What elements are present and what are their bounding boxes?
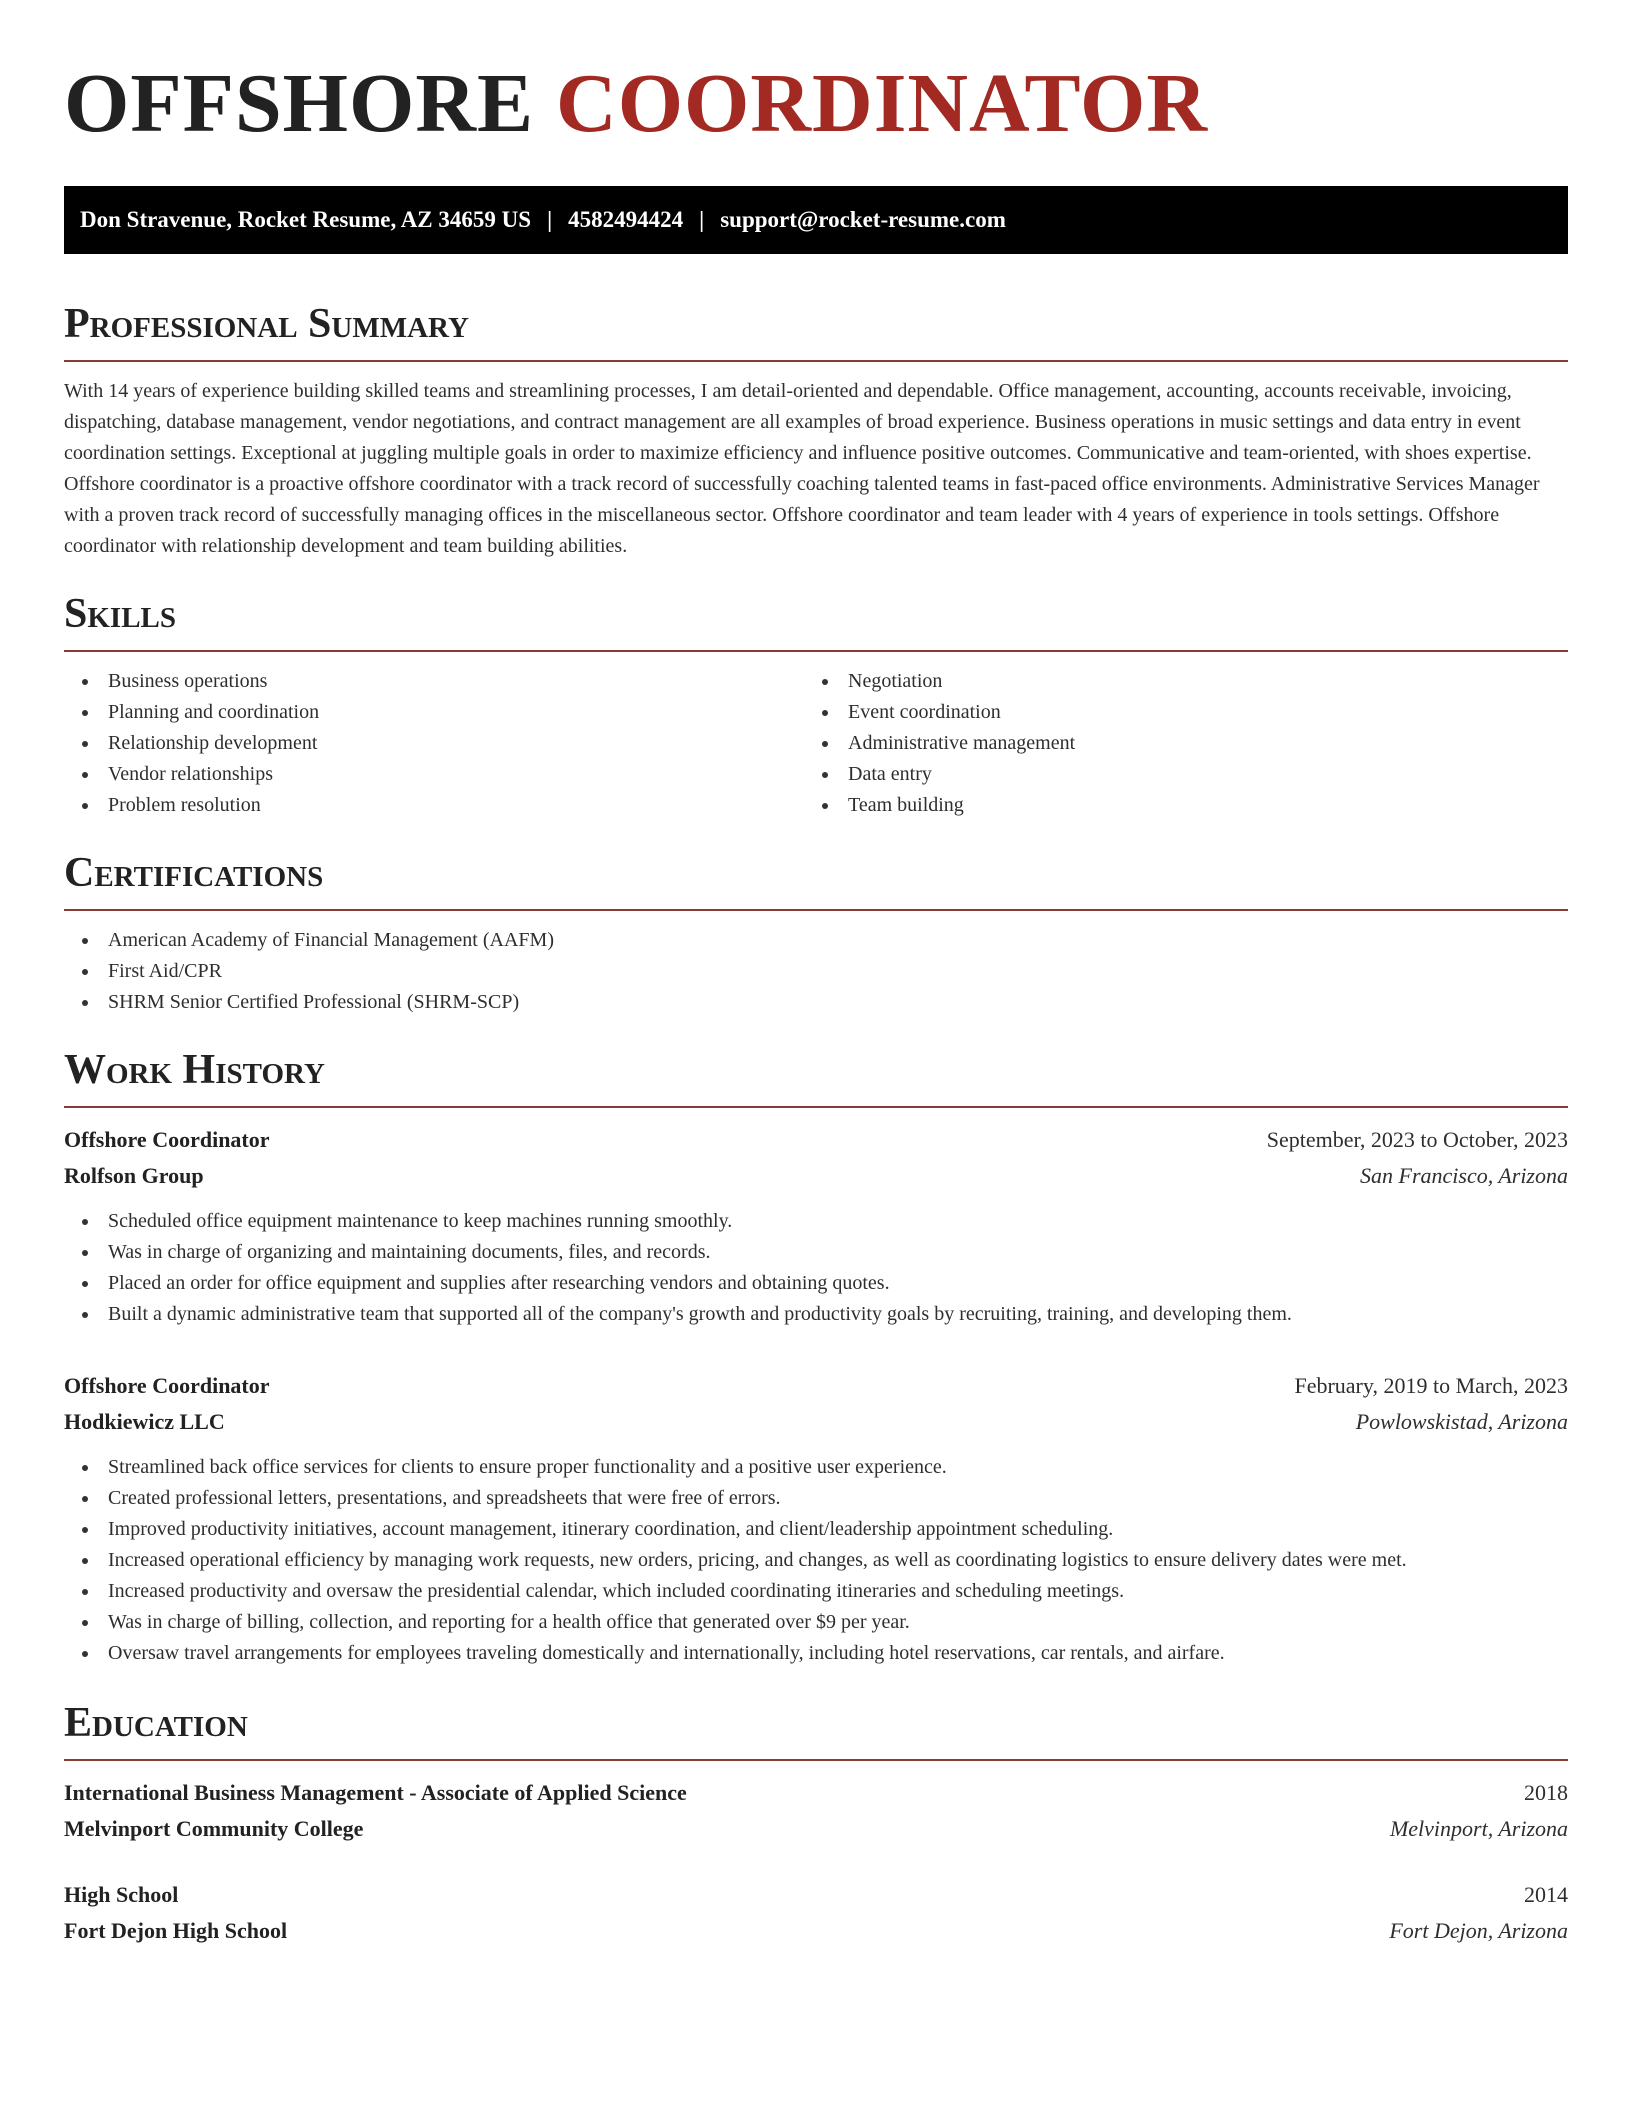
contact-separator: | [699, 207, 705, 232]
education-location: Fort Dejon, Arizona [1389, 1918, 1568, 1943]
section-heading-certifications: Certifications [64, 847, 1568, 911]
skill-item: Event coordination [804, 697, 1544, 728]
education-section [64, 1697, 1568, 1949]
certification-item: SHRM Senior Certified Professional (SHRM-SCP) [64, 987, 1568, 1018]
education-school: Fort Dejon High School [64, 1918, 288, 1943]
certifications-list [64, 925, 1568, 1018]
education-school-row [64, 1811, 1568, 1847]
job-bullet: Was in charge of billing, collection, and reporting for a health office that generated over $9 per year. [64, 1607, 1568, 1638]
skills-section [64, 588, 1568, 821]
job-title-row [64, 1368, 1568, 1404]
education-degree-row [64, 1775, 1568, 1811]
education-entry [64, 1775, 1568, 1847]
job-entry [64, 1368, 1568, 1669]
skill-item: Problem resolution [64, 790, 804, 821]
job-bullet: Oversaw travel arrangements for employees traveling domestically and internationally, including hotel reservations, car rentals, and airfare. [64, 1638, 1568, 1669]
job-title: Offshore Coordinator [64, 1373, 270, 1398]
summary-text: With 14 years of experience building skilled teams and streamlining processes, I am detail-oriented and dependable. Office management, accounting, accounts receivable, invoicing, dispatching, database management, vendor negotiations, and contract management are all examples of broad experience. Business operations in music settings and data entry in event coordination settings. Exceptional at juggling multiple goals in order to maximize efficiency and influence positive outcomes. Communicative and team-oriented, with shoes expertise. Offshore coordinator is a proactive offshore coordinator with a track record of successfully coaching talented teams in fast-paced office environments. Administrative Services Manager with a proven track record of successfully managing offices in the miscellaneous sector. Offshore coordinator and team leader with 4 years of experience in tools settings. Offshore coordinator with relationship development and team building abilities. [64, 380, 1540, 557]
contact-separator: | [547, 207, 553, 232]
job-company: Hodkiewicz LLC [64, 1409, 225, 1434]
education-school-row [64, 1913, 1568, 1949]
job-bullets [64, 1206, 1568, 1330]
skill-item: Negotiation [804, 666, 1544, 697]
skill-item: Planning and coordination [64, 697, 804, 728]
job-company-row [64, 1404, 1568, 1440]
skills-list-left [64, 666, 804, 821]
job-bullet: Increased operational efficiency by managing work requests, new orders, pricing, and changes, as well as coordinating logistics to ensure delivery dates were met. [64, 1545, 1568, 1576]
education-year: 2018 [1524, 1780, 1568, 1805]
skill-item: Relationship development [64, 728, 804, 759]
job-bullet: Was in charge of organizing and maintaining documents, files, and records. [64, 1237, 1568, 1268]
section-heading-education: Education [64, 1697, 1568, 1761]
education-location: Melvinport, Arizona [1389, 1816, 1568, 1841]
certifications-section [64, 847, 1568, 1018]
job-company-row [64, 1158, 1568, 1194]
certification-item: American Academy of Financial Management (AAFM) [64, 925, 1568, 956]
certification-item: First Aid/CPR [64, 956, 1568, 987]
job-dates: September, 2023 to October, 2023 [1266, 1127, 1568, 1152]
contact-bar [64, 186, 1568, 254]
section-heading-skills: Skills [64, 588, 1568, 652]
job-dates: February, 2019 to March, 2023 [1294, 1373, 1568, 1398]
education-degree-row [64, 1877, 1568, 1913]
job-bullet: Created professional letters, presentations, and spreadsheets that were free of errors. [64, 1483, 1568, 1514]
skill-item: Team building [804, 790, 1544, 821]
skill-item: Business operations [64, 666, 804, 697]
job-bullets [64, 1452, 1568, 1669]
job-bullet: Increased productivity and oversaw the presidential calendar, which included coordinating itineraries and scheduling meetings. [64, 1576, 1568, 1607]
title-second-word: COORDINATOR [556, 57, 1208, 150]
skill-item: Data entry [804, 759, 1544, 790]
title-first-word: OFFSHORE [64, 57, 535, 150]
job-bullet: Scheduled office equipment maintenance to keep machines running smoothly. [64, 1206, 1568, 1237]
education-school: Melvinport Community College [64, 1816, 364, 1841]
education-entry [64, 1877, 1568, 1949]
job-bullet: Built a dynamic administrative team that supported all of the company's growth and productivity goals by recruiting, training, and developing them. [64, 1299, 1568, 1330]
job-bullet: Improved productivity initiatives, account management, itinerary coordination, and client/leadership appointment scheduling. [64, 1514, 1568, 1545]
education-degree: High School [64, 1882, 179, 1907]
job-company: Rolfson Group [64, 1163, 204, 1188]
contact-address: Don Stravenue, Rocket Resume, AZ 34659 US [80, 207, 532, 232]
contact-phone: 4582494424 [568, 207, 684, 232]
skills-list-right [804, 666, 1544, 821]
job-title-row [64, 1122, 1568, 1158]
job-entry [64, 1122, 1568, 1330]
skills-grid [64, 666, 1568, 821]
job-title: Offshore Coordinator [64, 1127, 270, 1152]
section-heading-work-history: Work History [64, 1044, 1568, 1108]
skill-item: Administrative management [804, 728, 1544, 759]
resume-title [64, 56, 1568, 152]
work-history-section [64, 1044, 1568, 1669]
summary-section [64, 298, 1568, 562]
job-location: Powlowskistad, Arizona [1355, 1409, 1568, 1434]
education-year: 2014 [1524, 1882, 1568, 1907]
skill-item: Vendor relationships [64, 759, 804, 790]
contact-email: support@rocket-resume.com [720, 207, 1006, 232]
job-bullet: Placed an order for office equipment and supplies after researching vendors and obtaining quotes. [64, 1268, 1568, 1299]
job-location: San Francisco, Arizona [1360, 1163, 1568, 1188]
education-degree: International Business Management - Associate of Applied Science [64, 1780, 687, 1805]
job-bullet: Streamlined back office services for clients to ensure proper functionality and a positive user experience. [64, 1452, 1568, 1483]
section-heading-summary: Professional Summary [64, 298, 1568, 362]
